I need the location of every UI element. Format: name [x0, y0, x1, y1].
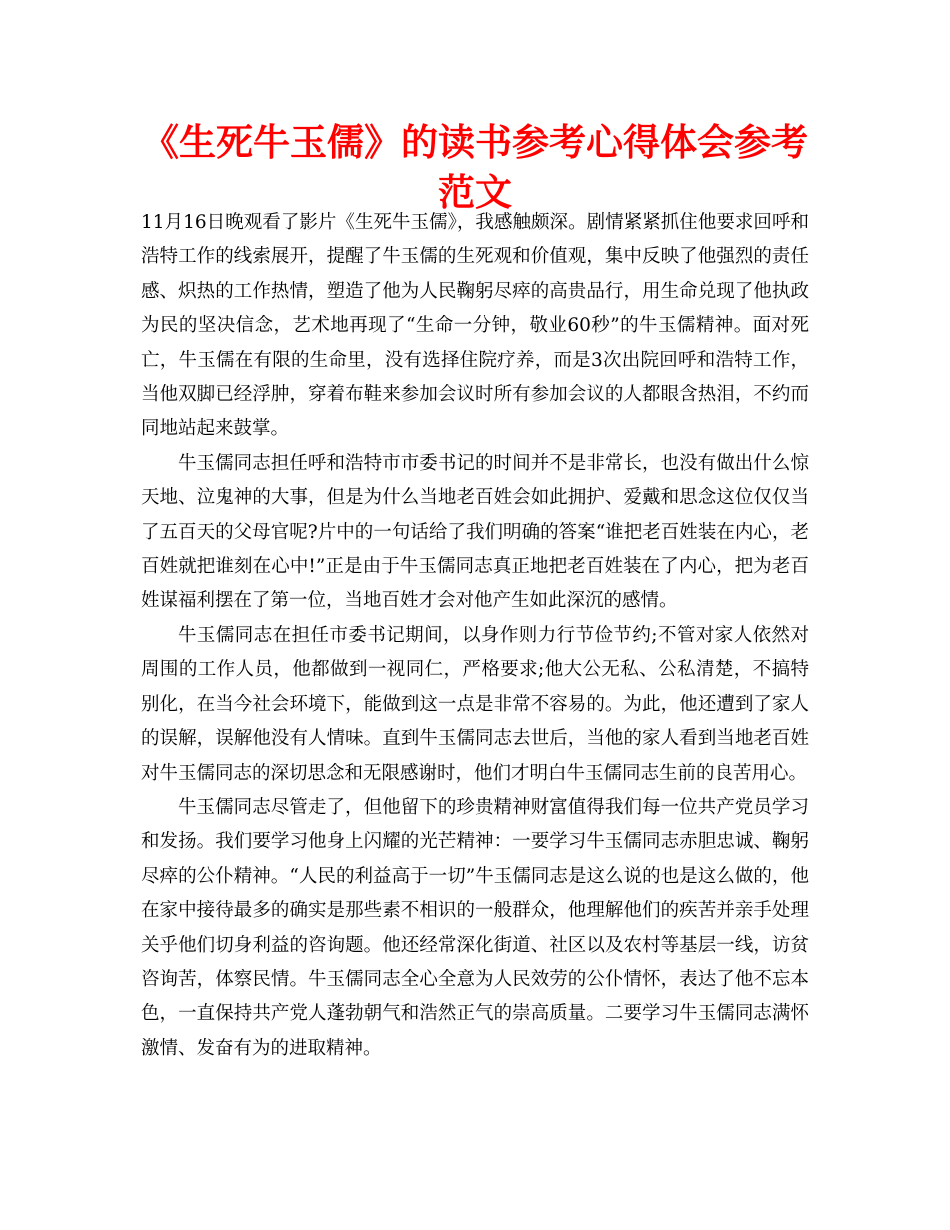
paragraph-4: 牛玉儒同志尽管走了，但他留下的珍贵精神财富值得我们每一位共产党员学习和发扬。我们要学习他身上闪耀的光芒精神：一要学习牛玉儒同志赤胆忠诚、鞠躬尽瘁的公仆精神。“人民的利益高于一切”牛玉儒同志是这么说的也是这么做的，他在家中接待最多的确实是那些素不相识的一般群众，他理解他们的疾苦并亲手处理关乎他们切身利益的咨询题。他还经常深化街道、社区以及农村等基层一线，访贫咨询苦，体察民情。牛玉儒同志全心全意为人民效劳的公仆情怀，表达了他不忘本色，一直保持共产党人蓬勃朝气和浩然正气的崇高质量。二要学习牛玉儒同志满怀激情、发奋有为的进取精神。 [141, 796, 809, 1059]
paragraph-3: 牛玉儒同志在担任市委书记期间，以身作则力行节俭节约;不管对家人依然对周围的工作人员，他都做到一视同仁，严格要求;他大公无私、公私清楚，不搞特别化，在当今社会环境下，能做到这一点是非常不容易的。为此，他还遭到了家人的误解，误解他没有人情味。直到牛玉儒同志去世后，当他的家人看到当地老百姓对牛玉儒同志的深切思念和无限感谢时，他们才明白牛玉儒同志生前的良苦用心。 [141, 624, 809, 784]
paragraph-1: 11月16日晚观看了影片《生死牛玉儒》，我感触颇深。剧情紧紧抓住他要求回呼和浩特工作的线索展开，提醒了牛玉儒的生死观和价值观，集中反映了他强烈的责任感、炽热的工作热情，塑造了他为人民鞠躬尽瘁的高贵品行，用生命兑现了他执政为民的坚决信念，艺术地再现了“生命一分钟，敬业60秒”的牛玉儒精神。面对死亡，牛玉儒在有限的生命里，没有选择住院疗养，而是3次出院回呼和浩特工作，当他双脚已经浮肿，穿着布鞋来参加会议时所有参加会议的人都眼含热泪，不约而同地站起来鼓掌。 [141, 212, 809, 440]
paragraph-2: 牛玉儒同志担任呼和浩特市市委书记的时间并不是非常长，也没有做出什么惊天地、泣鬼神的大事，但是为什么当地老百姓会如此拥护、爱戴和思念这位仅仅当了五百天的父母官呢?片中的一句话给了我们明确的答案“谁把老百姓装在内心，老百姓就把谁刻在心中!”正是由于牛玉儒同志真正地把老百姓装在了内心，把为老百姓谋福利摆在了第一位，当地百姓才会对他产生如此深沉的感情。 [141, 452, 809, 612]
page-title: 《生死牛玉儒》的读书参考心得体会参考范文 [142, 121, 808, 214]
article-body [141, 206, 809, 1066]
